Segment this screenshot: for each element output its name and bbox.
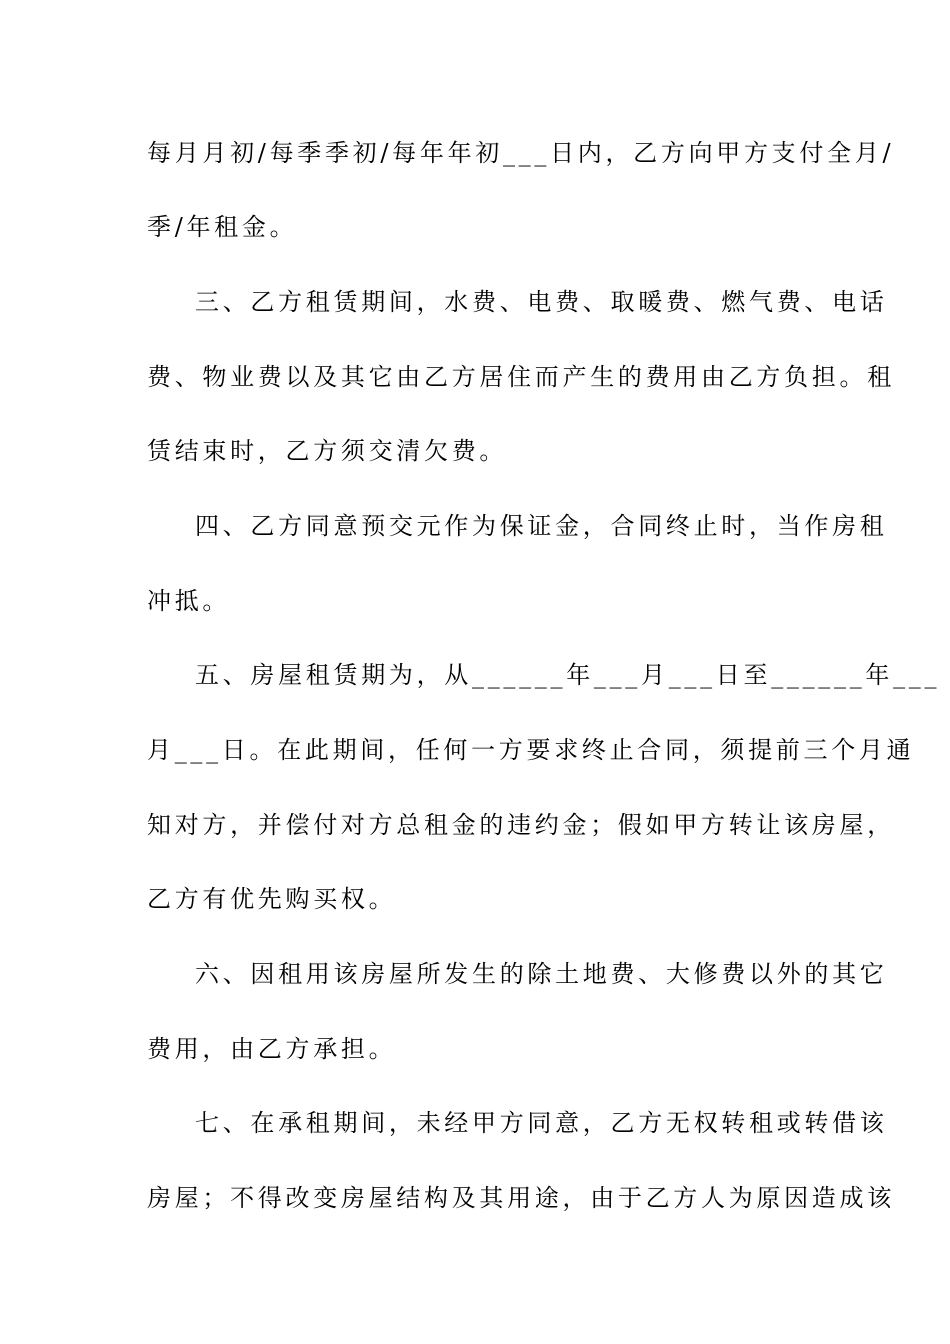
text-line: 知对方，并偿付对方总租金的违约金；假如甲方转让该房屋， <box>147 811 895 839</box>
text-line: 月___日。在此期间，任何一方要求终止合同，须提前三个月通 <box>147 736 915 764</box>
text-line: 乙方有优先购买权。 <box>147 885 397 913</box>
text-line: 赁结束时，乙方须交清欠费。 <box>147 437 508 465</box>
text-line: 费用，由乙方承担。 <box>147 1035 397 1063</box>
text-line: 每月月初/每季季初/每年年初___日内，乙方向甲方支付全月/ <box>147 139 895 167</box>
text-line: 季/年租金。 <box>147 213 298 241</box>
paragraph-start-line: 七、在承租期间，未经甲方同意，乙方无权转租或转借该 <box>195 1109 888 1137</box>
paragraph-start-line: 六、因租用该房屋所发生的除土地费、大修费以外的其它 <box>195 960 888 988</box>
paragraph-start-line: 五、房屋租赁期为，从______年___月___日至______年___ <box>195 661 941 689</box>
paragraph-start-line: 三、乙方租赁期间，水费、电费、取暖费、燃气费、电话 <box>195 288 888 316</box>
text-line: 房屋；不得改变房屋结构及其用途，由于乙方人为原因造成该 <box>147 1184 895 1212</box>
text-line: 费、物业费以及其它由乙方居住而产生的费用由乙方负担。租 <box>147 363 895 391</box>
paragraph-start-line: 四、乙方同意预交元作为保证金，合同终止时，当作房租 <box>195 512 888 540</box>
text-line: 冲抵。 <box>147 587 231 615</box>
